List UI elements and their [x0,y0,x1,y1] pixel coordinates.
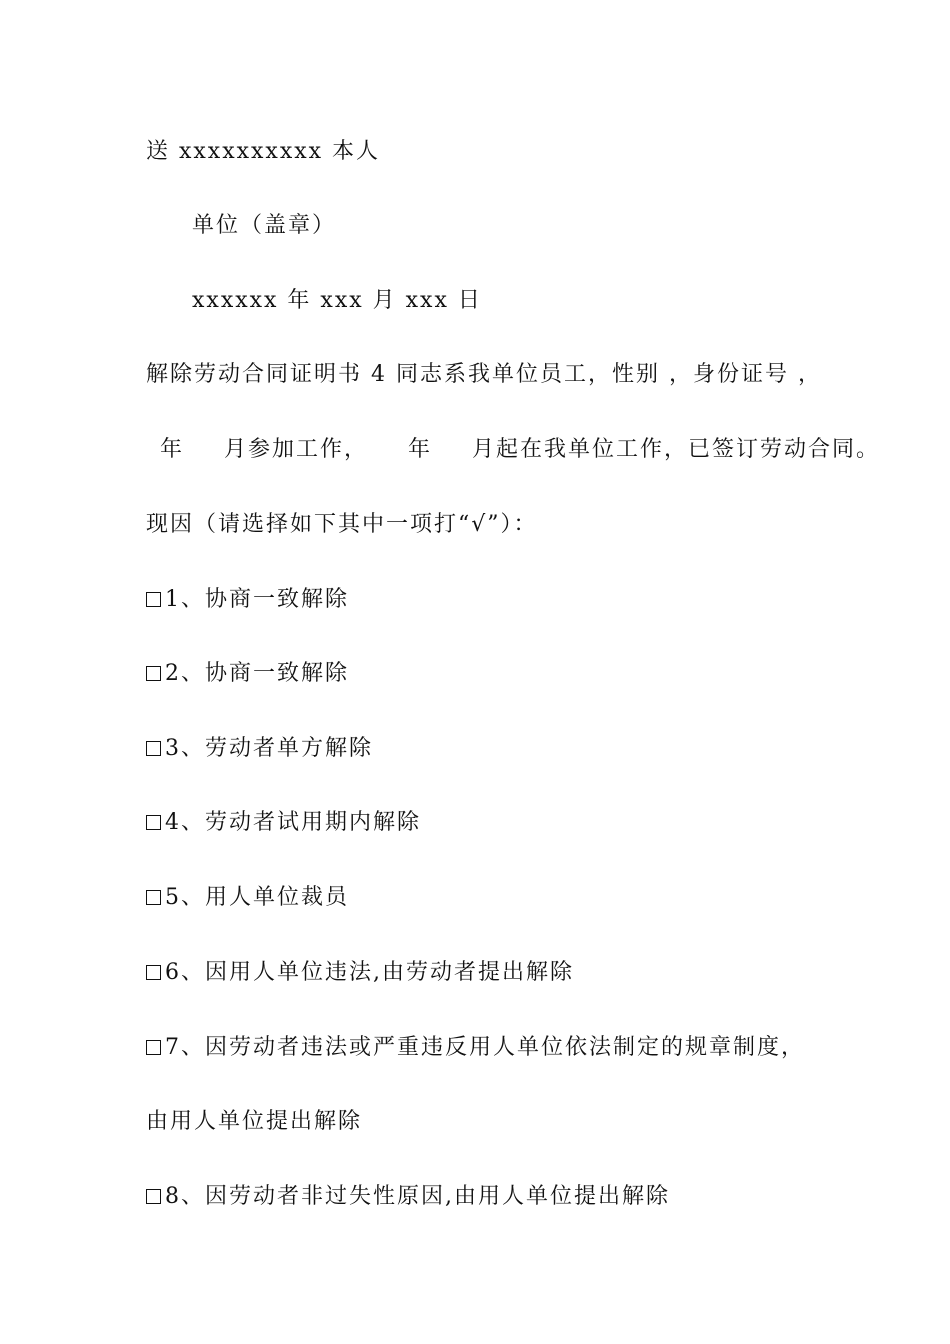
work-history-line [160,435,880,465]
checkbox-icon[interactable] [146,1189,161,1204]
checkbox-icon[interactable] [146,1040,161,1055]
checkbox-icon[interactable] [146,741,161,756]
year-label-2: 年 [408,437,433,462]
option-1[interactable] [146,585,349,615]
option-8[interactable] [146,1182,670,1212]
checkbox-icon[interactable] [146,890,161,905]
checkbox-icon[interactable] [146,965,161,980]
option-label: 8、因劳动者非过失性原因,由用人单位提出解除 [165,1184,670,1209]
option-4[interactable] [146,808,421,838]
month-start-label: 月参加工作， [224,437,369,462]
year-label: 年 [160,437,185,462]
checkbox-icon[interactable] [146,592,161,607]
option-7-continuation: 由用人单位提出解除 [146,1109,363,1134]
option-label: 1、协商一致解除 [165,587,349,612]
date-line: xxxxxx 年 xxx 月 xxx 日 [192,288,482,313]
option-2[interactable] [146,659,349,689]
recipient-line: 送 xxxxxxxxxx 本人 [146,139,381,164]
option-7[interactable] [146,1033,805,1063]
option-label: 7、因劳动者违法或严重违反用人单位依法制定的规章制度， [165,1035,805,1060]
option-6[interactable] [146,958,574,988]
checkbox-icon[interactable] [146,815,161,830]
month-join-label: 月起在我单位工作，已签订劳动合同。 [472,437,881,462]
option-label: 3、劳动者单方解除 [165,736,373,761]
option-3[interactable] [146,734,373,764]
certificate-intro-line: 解除劳动合同证明书 4 同志系我单位员工，性别 ，身份证号 ， [146,362,822,387]
option-label: 6、因用人单位违法,由劳动者提出解除 [165,960,574,985]
option-label: 2、协商一致解除 [165,661,349,686]
option-5[interactable] [146,883,349,913]
checkbox-icon[interactable] [146,666,161,681]
option-label: 5、用人单位裁员 [165,885,349,910]
option-label: 4、劳动者试用期内解除 [165,810,421,835]
unit-seal-line: 单位（盖章） [192,213,337,238]
reason-instruction-line: 现因（请选择如下其中一项打“√”）： [146,512,538,537]
